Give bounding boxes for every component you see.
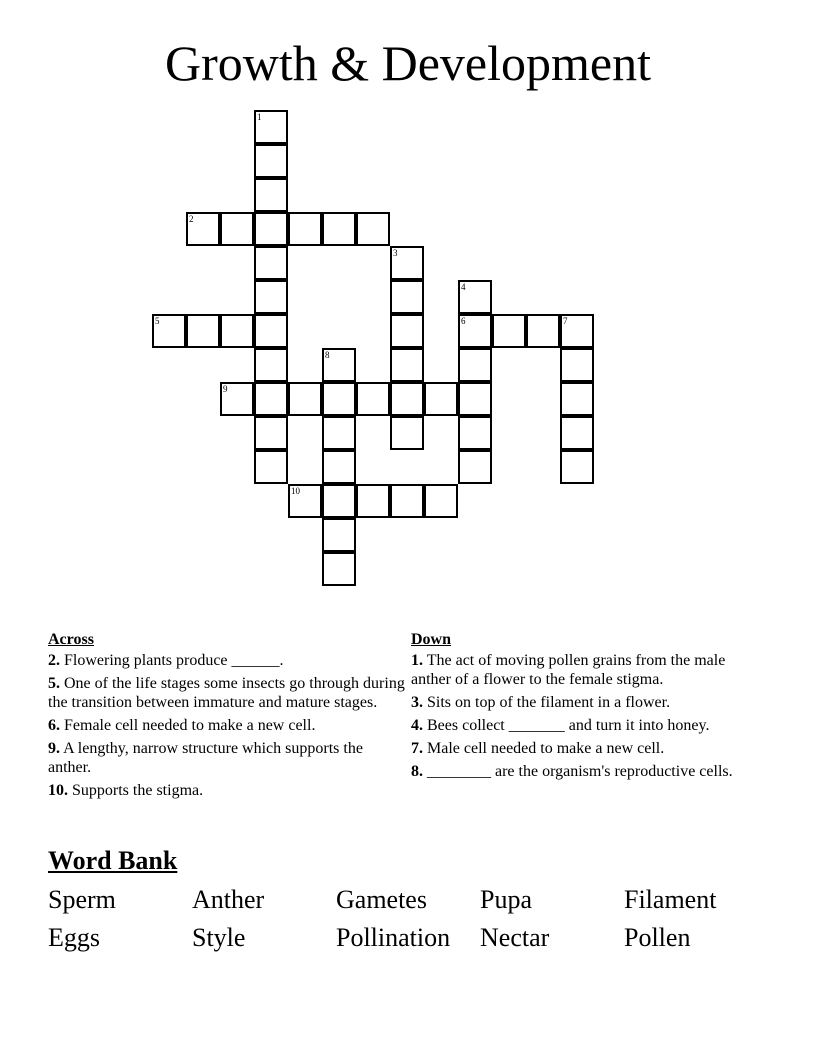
- grid-cell: [390, 314, 424, 348]
- grid-cell: [254, 314, 288, 348]
- word-bank-word: Anther: [192, 885, 265, 914]
- grid-cell: [254, 110, 288, 144]
- clue-number: 2: [189, 214, 194, 224]
- down-clue: 8. ________ are the organism's reproductive cells.: [411, 763, 733, 780]
- down-heading: Down: [411, 631, 452, 648]
- grid-cell: [220, 382, 254, 416]
- across-clue: 2. Flowering plants produce ______.: [48, 652, 284, 669]
- across-clue: 10. Supports the stigma.: [48, 782, 204, 799]
- grid-cell: [186, 314, 220, 348]
- grid-cell: [254, 280, 288, 314]
- word-bank-word: Pollination: [336, 923, 451, 952]
- grid-cell: [322, 416, 356, 450]
- grid-cell: [254, 212, 288, 246]
- word-bank-word: Pupa: [480, 885, 532, 914]
- grid-cell: [458, 382, 492, 416]
- across-heading: Across: [48, 631, 94, 648]
- grid-cell: [254, 450, 288, 484]
- grid-cell: [254, 246, 288, 280]
- across-clues: [48, 630, 408, 804]
- grid-cell: [458, 348, 492, 382]
- grid-cell: [220, 314, 254, 348]
- grid-cell: [390, 416, 424, 450]
- grid-cell: [492, 314, 526, 348]
- clue-number: 7: [563, 316, 568, 326]
- grid-cell: [424, 382, 458, 416]
- clue-number: 6: [461, 316, 466, 326]
- grid-cell: [152, 314, 186, 348]
- grid-cell: [458, 314, 492, 348]
- across-clue: 5. One of the life stages some insects go through during the transition between immature and mature stages.: [48, 675, 405, 711]
- across-clue: 6. Female cell needed to make a new cell.: [48, 717, 316, 734]
- grid-cell: [186, 212, 220, 246]
- grid-cell: [322, 382, 356, 416]
- grid-cell: [458, 416, 492, 450]
- word-bank-word: Gametes: [336, 885, 427, 914]
- grid-cell: [322, 552, 356, 586]
- grid-cell: [390, 246, 424, 280]
- grid-cell: [390, 382, 424, 416]
- grid-cell: [458, 280, 492, 314]
- grid-cell: [220, 212, 254, 246]
- word-bank-title: Word Bank: [48, 846, 178, 875]
- grid-cell: [390, 348, 424, 382]
- word-bank-word: Nectar: [480, 923, 550, 952]
- clue-number: 8: [325, 350, 330, 360]
- down-clue: 1. The act of moving pollen grains from the male anther of a flower to the female stigma.: [411, 652, 726, 688]
- grid-cell: [356, 382, 390, 416]
- grid-cell: [560, 382, 594, 416]
- grid-cell: [526, 314, 560, 348]
- clue-number: 9: [223, 384, 228, 394]
- down-clue: 7. Male cell needed to make a new cell.: [411, 740, 665, 757]
- across-clue: 9. A lengthy, narrow structure which supports the anther.: [48, 740, 363, 776]
- grid-cell: [254, 416, 288, 450]
- grid-cell: [254, 382, 288, 416]
- word-bank-word: Sperm: [48, 885, 116, 914]
- grid-cell: [560, 314, 594, 348]
- clue-number: 4: [461, 282, 466, 292]
- clue-number: 10: [291, 486, 300, 496]
- grid-cell: [322, 484, 356, 518]
- word-bank-word: Eggs: [48, 923, 100, 952]
- clue-number: 1: [257, 112, 262, 122]
- clue-number: 3: [393, 248, 398, 258]
- grid-cell: [390, 280, 424, 314]
- grid-cell: [254, 348, 288, 382]
- clue-number: 5: [155, 316, 160, 326]
- puzzle-title: Growth & Development: [164, 35, 651, 91]
- grid-cell: [322, 450, 356, 484]
- grid-cell: [560, 348, 594, 382]
- grid-cell: [356, 484, 390, 518]
- grid-cell: [322, 518, 356, 552]
- grid-cell: [390, 484, 424, 518]
- grid-cell: [322, 212, 356, 246]
- grid-cell: [458, 450, 492, 484]
- grid-cell: [322, 348, 356, 382]
- grid-cell: [288, 382, 322, 416]
- grid-cell: [356, 212, 390, 246]
- grid-cell: [288, 212, 322, 246]
- word-bank-word: Pollen: [624, 923, 691, 952]
- down-clue: 3. Sits on top of the filament in a flower.: [411, 694, 671, 711]
- grid-cell: [288, 484, 322, 518]
- down-clues: [411, 630, 756, 785]
- grid-cell: [424, 484, 458, 518]
- grid-cell: [560, 416, 594, 450]
- down-clue: 4. Bees collect _______ and turn it into honey.: [411, 717, 710, 734]
- grid-cell: [254, 144, 288, 178]
- grid-cell: [560, 450, 594, 484]
- word-bank-word: Filament: [624, 885, 717, 914]
- word-bank-word: Style: [192, 923, 246, 952]
- grid-cell: [254, 178, 288, 212]
